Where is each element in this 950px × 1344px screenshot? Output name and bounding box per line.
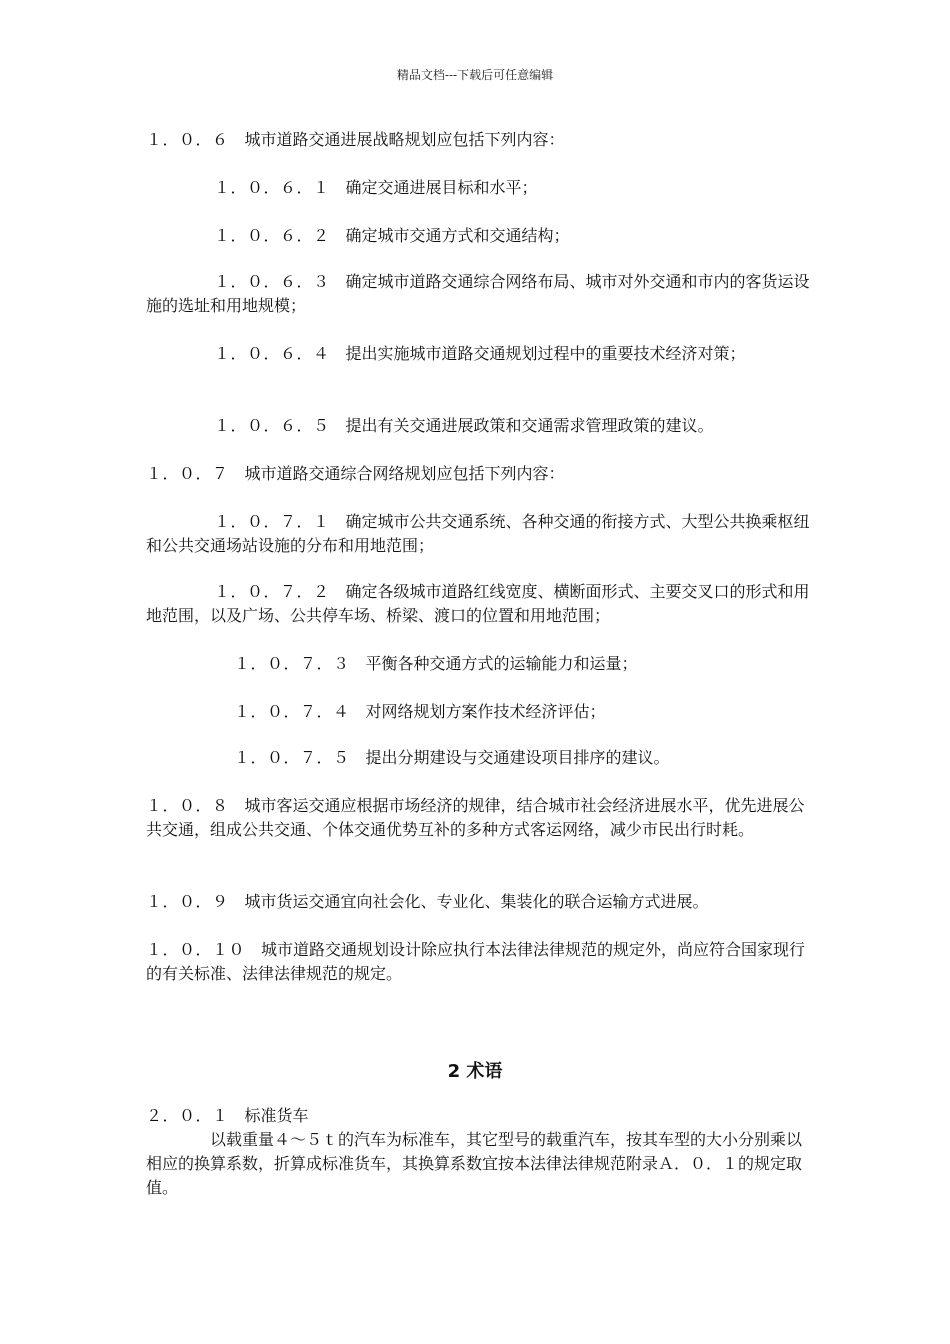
clause-number: １．０．６．４ — [214, 344, 330, 363]
clause-number: １．０．１０ — [146, 940, 246, 959]
section-title: 2 术语 — [447, 1061, 503, 1082]
clause-number: １．０．７．３ — [234, 654, 350, 673]
paragraph-1-0-7-4 — [146, 700, 816, 724]
clause-text: 确定交通进展目标和水平； — [345, 178, 538, 197]
clause-number: １．０．７ — [146, 464, 229, 483]
clause-text: 城市道路交通综合网络规划应包括下列内容： — [244, 464, 565, 483]
clause-text: 确定各级城市道路红线宽度、横断面形式、主要交叉口的形式和用地范围，以及广场、公共停车场、桥梁、渡口的位置和用地范围； — [146, 582, 810, 625]
clause-text: 确定城市交通方式和交通结构； — [345, 226, 570, 245]
paragraph-1-0-10 — [146, 938, 816, 986]
clause-text: 提出有关交通进展政策和交通需求管理政策的建议。 — [345, 416, 714, 435]
clause-text: 城市道路交通进展战略规划应包括下列内容： — [244, 130, 565, 149]
clause-text: 提出分期建设与交通建设项目排序的建议。 — [365, 748, 670, 767]
paragraph-1-0-6-3 — [146, 270, 816, 318]
clause-number: １．０．７．５ — [234, 748, 350, 767]
clause-number: １．０．７．４ — [234, 702, 350, 721]
clause-number: １．０．７．１ — [214, 512, 330, 531]
clause-text: 对网络规划方案作技术经济评估； — [365, 702, 606, 721]
clause-text: 确定城市公共交通系统、各种交通的衔接方式、大型公共换乘枢纽和公共交通场站设施的分布和用地范围； — [146, 512, 810, 555]
clause-text: 提出实施城市道路交通规划过程中的重要技术经济对策； — [345, 344, 746, 363]
clause-text: 城市货运交通宜向社会化、专业化、集装化的联合运输方式进展。 — [244, 892, 709, 911]
clause-number: １．０．６．５ — [214, 416, 330, 435]
clause-number: １．０．６．２ — [214, 226, 330, 245]
clause-text: 城市道路交通规划设计除应执行本法律法律规范的规定外，尚应符合国家现行的有关标准、法律法律规范的规定。 — [146, 940, 806, 983]
clause-text: 确定城市道路交通综合网络布局、城市对外交通和市内的客货运设施的选址和用地规模； — [146, 272, 810, 315]
clause-number: １．０．６ — [146, 130, 229, 149]
paragraph-1-0-8 — [146, 794, 816, 842]
paragraph-1-0-6-1 — [146, 176, 816, 200]
paragraph-1-0-6-4 — [146, 342, 816, 366]
term-name: 标准货车 — [244, 1106, 309, 1125]
term-definition: 以载重量４～５ｔ的汽车为标准车，其它型号的载重汽车，按其车型的大小分别乘以相应的换算系数，折算成标准货车，其换算系数宜按本法律法律规范附录Ａ．０．１的规定取值。 — [146, 1130, 803, 1197]
clause-number: １．０．８ — [146, 796, 229, 815]
paragraph-1-0-7 — [146, 462, 816, 486]
paragraph-1-0-6-5 — [146, 414, 816, 438]
paragraph-1-0-7-1 — [146, 510, 816, 558]
page-header: 精品文档---下载后可任意编辑 — [396, 68, 554, 82]
paragraph-1-0-7-3 — [146, 652, 816, 676]
paragraph-1-0-7-2 — [146, 580, 816, 628]
clause-text: 城市客运交通应根据市场经济的规律，结合城市社会经济进展水平，优先进展公共交通，组成公共交通、个体交通优势互补的多种方式客运网络，减少市民出行时耗。 — [146, 796, 805, 839]
clause-number: １．０．６．３ — [214, 272, 330, 291]
paragraph-1-0-6 — [146, 128, 816, 152]
clause-number: １．０．６．１ — [214, 178, 330, 197]
paragraph-1-0-7-5 — [146, 746, 816, 770]
paragraph-1-0-9 — [146, 890, 816, 914]
clause-number: １．０．９ — [146, 892, 229, 911]
paragraph-1-0-6-2 — [146, 224, 816, 248]
term-number: ２．０．１ — [146, 1106, 229, 1125]
clause-number: １．０．７．２ — [214, 582, 330, 601]
term-heading — [146, 1104, 816, 1128]
clause-text: 平衡各种交通方式的运输能力和运量； — [365, 654, 638, 673]
